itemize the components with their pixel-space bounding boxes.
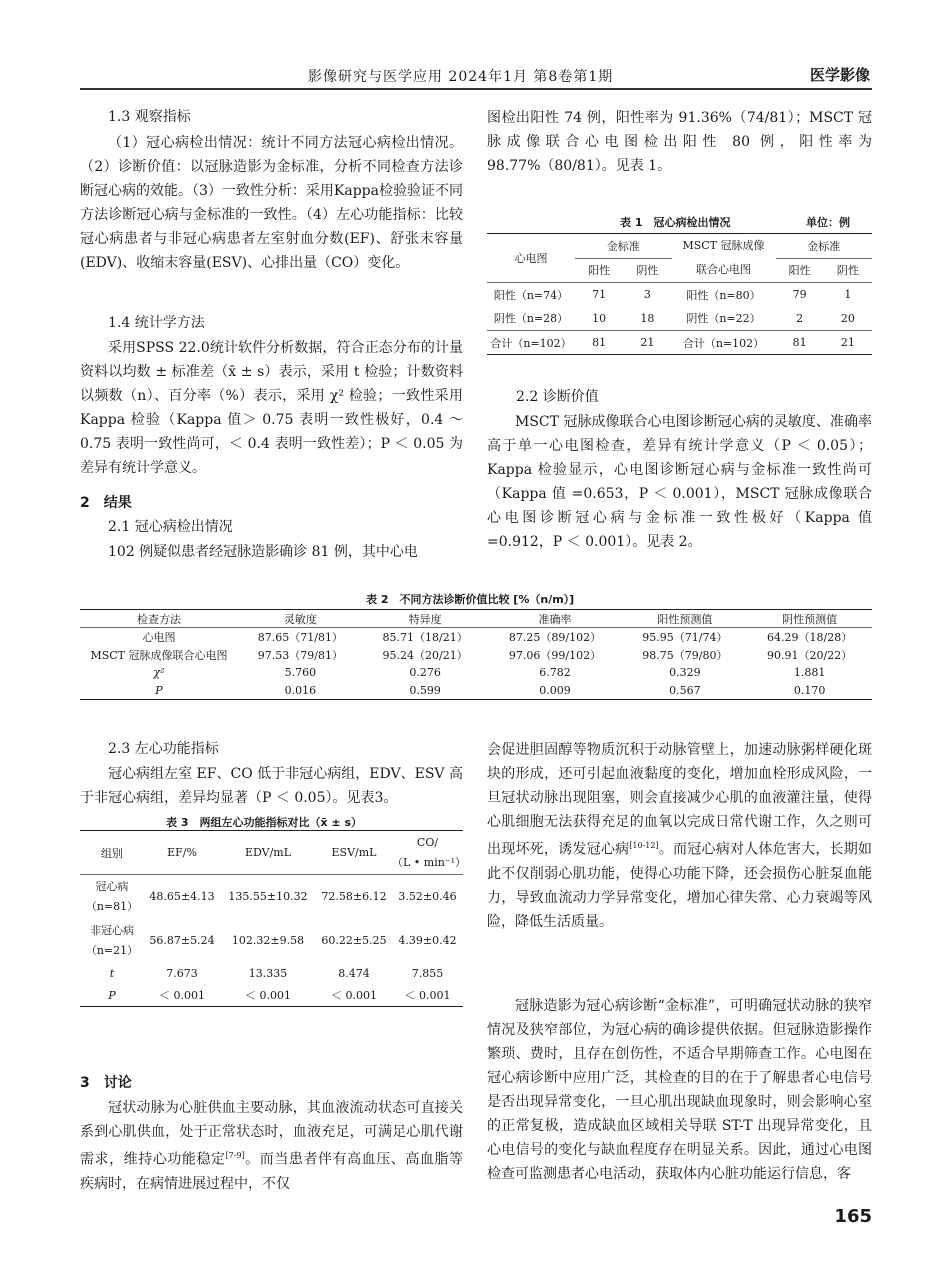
table-cell: 0.016 <box>284 683 317 697</box>
t3-header: ESV/mL <box>316 831 392 875</box>
table-cell: 64.29（18/28） <box>767 630 853 644</box>
t3-header: 组别 <box>80 831 144 875</box>
table-cell: 0.276 <box>409 666 441 679</box>
t3-header: EDV/mL <box>220 831 316 875</box>
table-cell: 2 <box>796 311 804 325</box>
t3-header: EF/% <box>144 831 220 875</box>
t2-header: 阳性预测值 <box>622 610 747 628</box>
t2-header: 灵敏度 <box>238 610 363 628</box>
table-cell: 81 <box>575 331 623 355</box>
table-header-row <box>80 831 463 875</box>
table-cell: ＜ 0.001 <box>245 989 291 1003</box>
t3-header-co-line2: （L • min⁻¹） <box>392 855 467 869</box>
table-cell: 阳性（n=80） <box>672 283 776 307</box>
table-cell: 72.58±6.12 <box>321 890 387 904</box>
group-name: 非冠心病 <box>90 923 134 937</box>
table1-caption: 表 1 冠心病检出情况 <box>620 216 731 229</box>
table-cell: 0.567 <box>669 683 701 697</box>
table-cell: 0.599 <box>409 683 441 697</box>
table-cell: 0.170 <box>793 683 826 697</box>
paragraph-2-2: MSCT 冠脉成像联合心电图诊断冠心病的灵敏度、准确率高于单一心电图检查，差异有统计学意义（P ＜ 0.05）；Kappa 检验显示，心电图诊断冠心病与金标准一致性尚可（Kappa 值 =0.653，P ＜ 0.001），MSCT 冠脉成像联合心电图诊断冠心病与金标准一致性极好（Kappa 值 =0.912，P ＜ 0.001）。见表 2。 <box>487 414 872 550</box>
discussion-paragraph-2: 冠脉造影为冠心病诊断“金标准”，可明确冠状动脉的狭窄情况及狭窄部位，为冠心病的确诊提供依据。但冠脉造影操作繁琐、费时，且存在创伤性，不适合早期筛查工作。心电图在冠心病诊断中应用广泛，其检查的目的在于了解患者心电信号是否出现异常变化，一旦心肌出现缺血现象时，则会影响心室的正常复极，造成缺血区域相关导联 ST-T 出现异常变化，且心电信号的变化与缺血程度存在明显关系。因此，通过心电图检查可监测患者心电活动，获取体内心脏功能运行信息，客 <box>487 998 872 1182</box>
discussion-text: 冠状动脉为心脏供血主要动脉，其血液流动状态可直接关系到心肌供血，处于正常状态时，血液充足，可满足心肌代谢需求，维持心功能稳定 <box>80 1100 463 1168</box>
table-cell: 81 <box>776 331 824 355</box>
group-name: 冠心病 <box>95 879 129 893</box>
table-cell: 48.65±4.13 <box>149 890 215 904</box>
citation: [7-9] <box>225 1151 245 1160</box>
t1-header-neg-1: 阴性 <box>636 264 659 278</box>
table-row <box>80 963 463 985</box>
table-cell: 阳性（n=74） <box>487 283 575 307</box>
heading-3: 3 讨论 <box>80 1075 132 1091</box>
table-cell: ＜ 0.001 <box>159 989 205 1003</box>
t1-header-gold-2: 金标准 <box>776 234 873 259</box>
table-cell: 1 <box>824 283 872 307</box>
table-row <box>80 985 463 1007</box>
discussion-paragraph-1 <box>80 1096 463 1196</box>
table-row <box>487 307 872 331</box>
paragraph-1-3: （1）冠心病检出情况：统计不同方法冠心病检出情况。（2）诊断价值：以冠脉造影为金标准，分析不同检查方法诊断冠心病的效能。（3）一致性分析：采用Kappa检验验证不同方法诊断冠心病与金标准的一致性。（4）左心功能指标：比较冠心病患者与非冠心病患者左室射血分数(EF)、舒张末容量(EDV)、收缩末容量(ESV)、心排出量（CO）变化。 <box>80 135 463 271</box>
table-cell: 合计（n=102） <box>487 331 575 355</box>
table-row <box>80 628 872 646</box>
table-cell: 20 <box>840 311 855 325</box>
t1-header-pos-1: 阳性 <box>588 264 611 278</box>
table-cell: 95.95（71/74） <box>642 630 728 644</box>
table-cell: 97.53（79/81） <box>257 648 343 662</box>
table-cell: 71 <box>575 283 623 307</box>
group-size: （n=81） <box>85 899 139 913</box>
table-cell: 98.75（79/80） <box>642 648 728 662</box>
table-cell: 95.24（20/21） <box>382 648 468 662</box>
table-cell: 4.39±0.42 <box>398 934 457 947</box>
table-cell: 10 <box>592 311 607 325</box>
discussion-text: 。而当患者伴有高血压、高血脂等疾病时，在病情进展过程中，不仅 <box>80 1151 464 1192</box>
table-header-row <box>80 610 872 628</box>
t1-header-msct-line2: 联合心电图 <box>696 263 751 276</box>
table-cell: 合计（n=102） <box>672 331 776 355</box>
table-row <box>80 875 463 919</box>
table-cell: P <box>155 683 163 697</box>
table-cell: 102.32±9.58 <box>231 934 305 947</box>
table-cell-group <box>80 919 144 963</box>
discussion-text: 会促进胆固醇等物质沉积于动脉管壁上，加速动脉粥样硬化斑块的形成，还可引起血液黏度的变化，增加血栓形成风险，一旦冠状动脉出现阻塞，则会直接减少心肌的血液灌注量，使得心肌细胞无法获得充足的血氧以完成日常代谢工作，久之则可出现坏死，诱发冠心病 <box>487 742 872 858</box>
table1-unit: 单位：例 <box>806 216 850 229</box>
paragraph-2-3: 冠心病组左室 EF、CO 低于非冠心病组，EDV、ESV 高于非冠心病组，差异均显著（P ＜ 0.05）。见表3。 <box>80 766 463 806</box>
table-1 <box>487 233 872 355</box>
table-row <box>80 682 872 700</box>
table-cell: 0.329 <box>669 666 701 679</box>
table-3 <box>80 830 467 1007</box>
table2-caption: 表 2 不同方法诊断价值比较 [%（n/m）] <box>366 593 575 606</box>
table-cell: ＜ 0.001 <box>331 989 377 1003</box>
t2-header: 特异度 <box>363 610 488 628</box>
group-size: （n=21） <box>85 943 139 957</box>
t3-header-co <box>392 831 467 875</box>
table-row <box>80 646 872 664</box>
heading-1-3: 1.3 观察指标 <box>108 109 191 125</box>
table-row <box>487 283 872 307</box>
table-cell: 心电图 <box>142 630 176 644</box>
table-cell: 3 <box>623 283 671 307</box>
table-cell: 21 <box>824 331 872 355</box>
table-cell: 60.22±5.25 <box>321 934 387 947</box>
table-cell: 阴性（n=22） <box>686 312 761 326</box>
table-cell: 90.91（20/22） <box>767 648 853 662</box>
citation: [10-12] <box>629 841 659 850</box>
t2-header: 检查方法 <box>80 610 238 628</box>
paragraph-2-1-continued: 图检出阳性 74 例，阳性率为 91.36%（74/81）；MSCT 冠脉成像联合心电图检出阳性 80 例，阳性率为 98.77%（80/81）。见表 1。 <box>487 110 872 174</box>
table-cell: 3.52±0.46 <box>398 890 457 904</box>
table-row <box>80 919 463 963</box>
heading-2: 2 结果 <box>80 495 132 511</box>
table-cell: 1.881 <box>793 666 826 679</box>
table-cell: 21 <box>623 331 671 355</box>
t1-header-neg-2: 阴性 <box>836 264 859 278</box>
paragraph-1-4: 采用SPSS 22.0统计软件分析数据，符合正态分布的计量资料以均数 ± 标准差（x̄ ± s）表示，采用 t 检验；计数资料以频数（n）、百分率（%）表示，采用 χ² 检验；一致性采用 Kappa 检验（Kappa 值＞ 0.75 表明一致性极好，0.4 ～ 0.75 表明一致性尚可，＜ 0.4 表明一致性差）；P ＜ 0.05 为差异有统计学意义。 <box>80 340 463 476</box>
section-label: 医学影像 <box>809 66 870 84</box>
heading-2-1: 2.1 冠心病检出情况 <box>108 519 233 535</box>
table-cell: 6.782 <box>539 666 571 679</box>
table-cell: MSCT 冠脉成像联合心电图 <box>90 648 228 662</box>
table-cell: 85.71（18/21） <box>382 630 468 644</box>
table-cell: 135.55±10.32 <box>228 890 308 904</box>
table-cell: 7.673 <box>166 967 198 980</box>
discussion-text: 。而冠心病对人体危害大，长期如此不仅削弱心肌功能，使得心功能下降，还会损伤心脏泵血能力，导致血流动力学异常变化，增加心律失常、心力衰竭等风险，降低生活质量。 <box>487 841 873 930</box>
table-cell: 8.474 <box>338 967 370 980</box>
table-cell: 56.87±5.24 <box>149 934 215 947</box>
heading-2-3: 2.3 左心功能指标 <box>108 741 219 757</box>
discussion-paragraph-1-continued <box>487 738 872 934</box>
table-2 <box>80 609 872 700</box>
page-number: 165 <box>834 1206 872 1227</box>
table-cell: 87.65（71/81） <box>257 630 343 644</box>
table-cell-group <box>80 875 144 919</box>
t3-header-co-line1: CO/ <box>416 835 439 849</box>
table-row <box>80 664 872 682</box>
heading-1-4: 1.4 统计学方法 <box>108 315 205 331</box>
t1-header-gold-1: 金标准 <box>575 234 672 259</box>
t1-header-pos-2: 阳性 <box>788 264 811 278</box>
table-cell: 阴性（n=28） <box>493 312 569 326</box>
journal-info: 影像研究与医学应用 2024年1月 第8卷第1期 <box>308 69 614 85</box>
t2-header: 阴性预测值 <box>747 610 872 628</box>
table-cell: 79 <box>776 283 824 307</box>
table-cell: χ² <box>153 666 165 679</box>
table-row <box>487 331 872 355</box>
table-cell: 0.009 <box>539 683 571 697</box>
table-cell: 7.855 <box>411 967 444 980</box>
table-cell: ＜ 0.001 <box>404 989 451 1003</box>
heading-2-2: 2.2 诊断价值 <box>516 389 599 405</box>
table-cell: 13.335 <box>248 967 288 980</box>
table-cell: 18 <box>640 311 655 325</box>
t2-header: 准确率 <box>488 610 623 628</box>
table3-caption: 表 3 两组左心功能指标对比（x̄ ± s） <box>166 816 363 829</box>
table-cell: 97.06（99/102） <box>508 648 602 662</box>
t1-header-msct <box>672 234 776 283</box>
table-cell: P <box>108 988 116 1002</box>
page-header <box>80 64 872 90</box>
paragraph-2-1: 102 例疑似患者经冠脉造影确诊 81 例，其中心电 <box>108 544 418 560</box>
table-cell: 5.760 <box>284 666 317 679</box>
table-cell: 87.25（89/102） <box>508 630 602 644</box>
t1-header-msct-line1: MSCT 冠脉成像 <box>682 239 765 252</box>
table-cell: t <box>109 967 115 980</box>
t1-header-ecg: 心电图 <box>514 252 548 265</box>
